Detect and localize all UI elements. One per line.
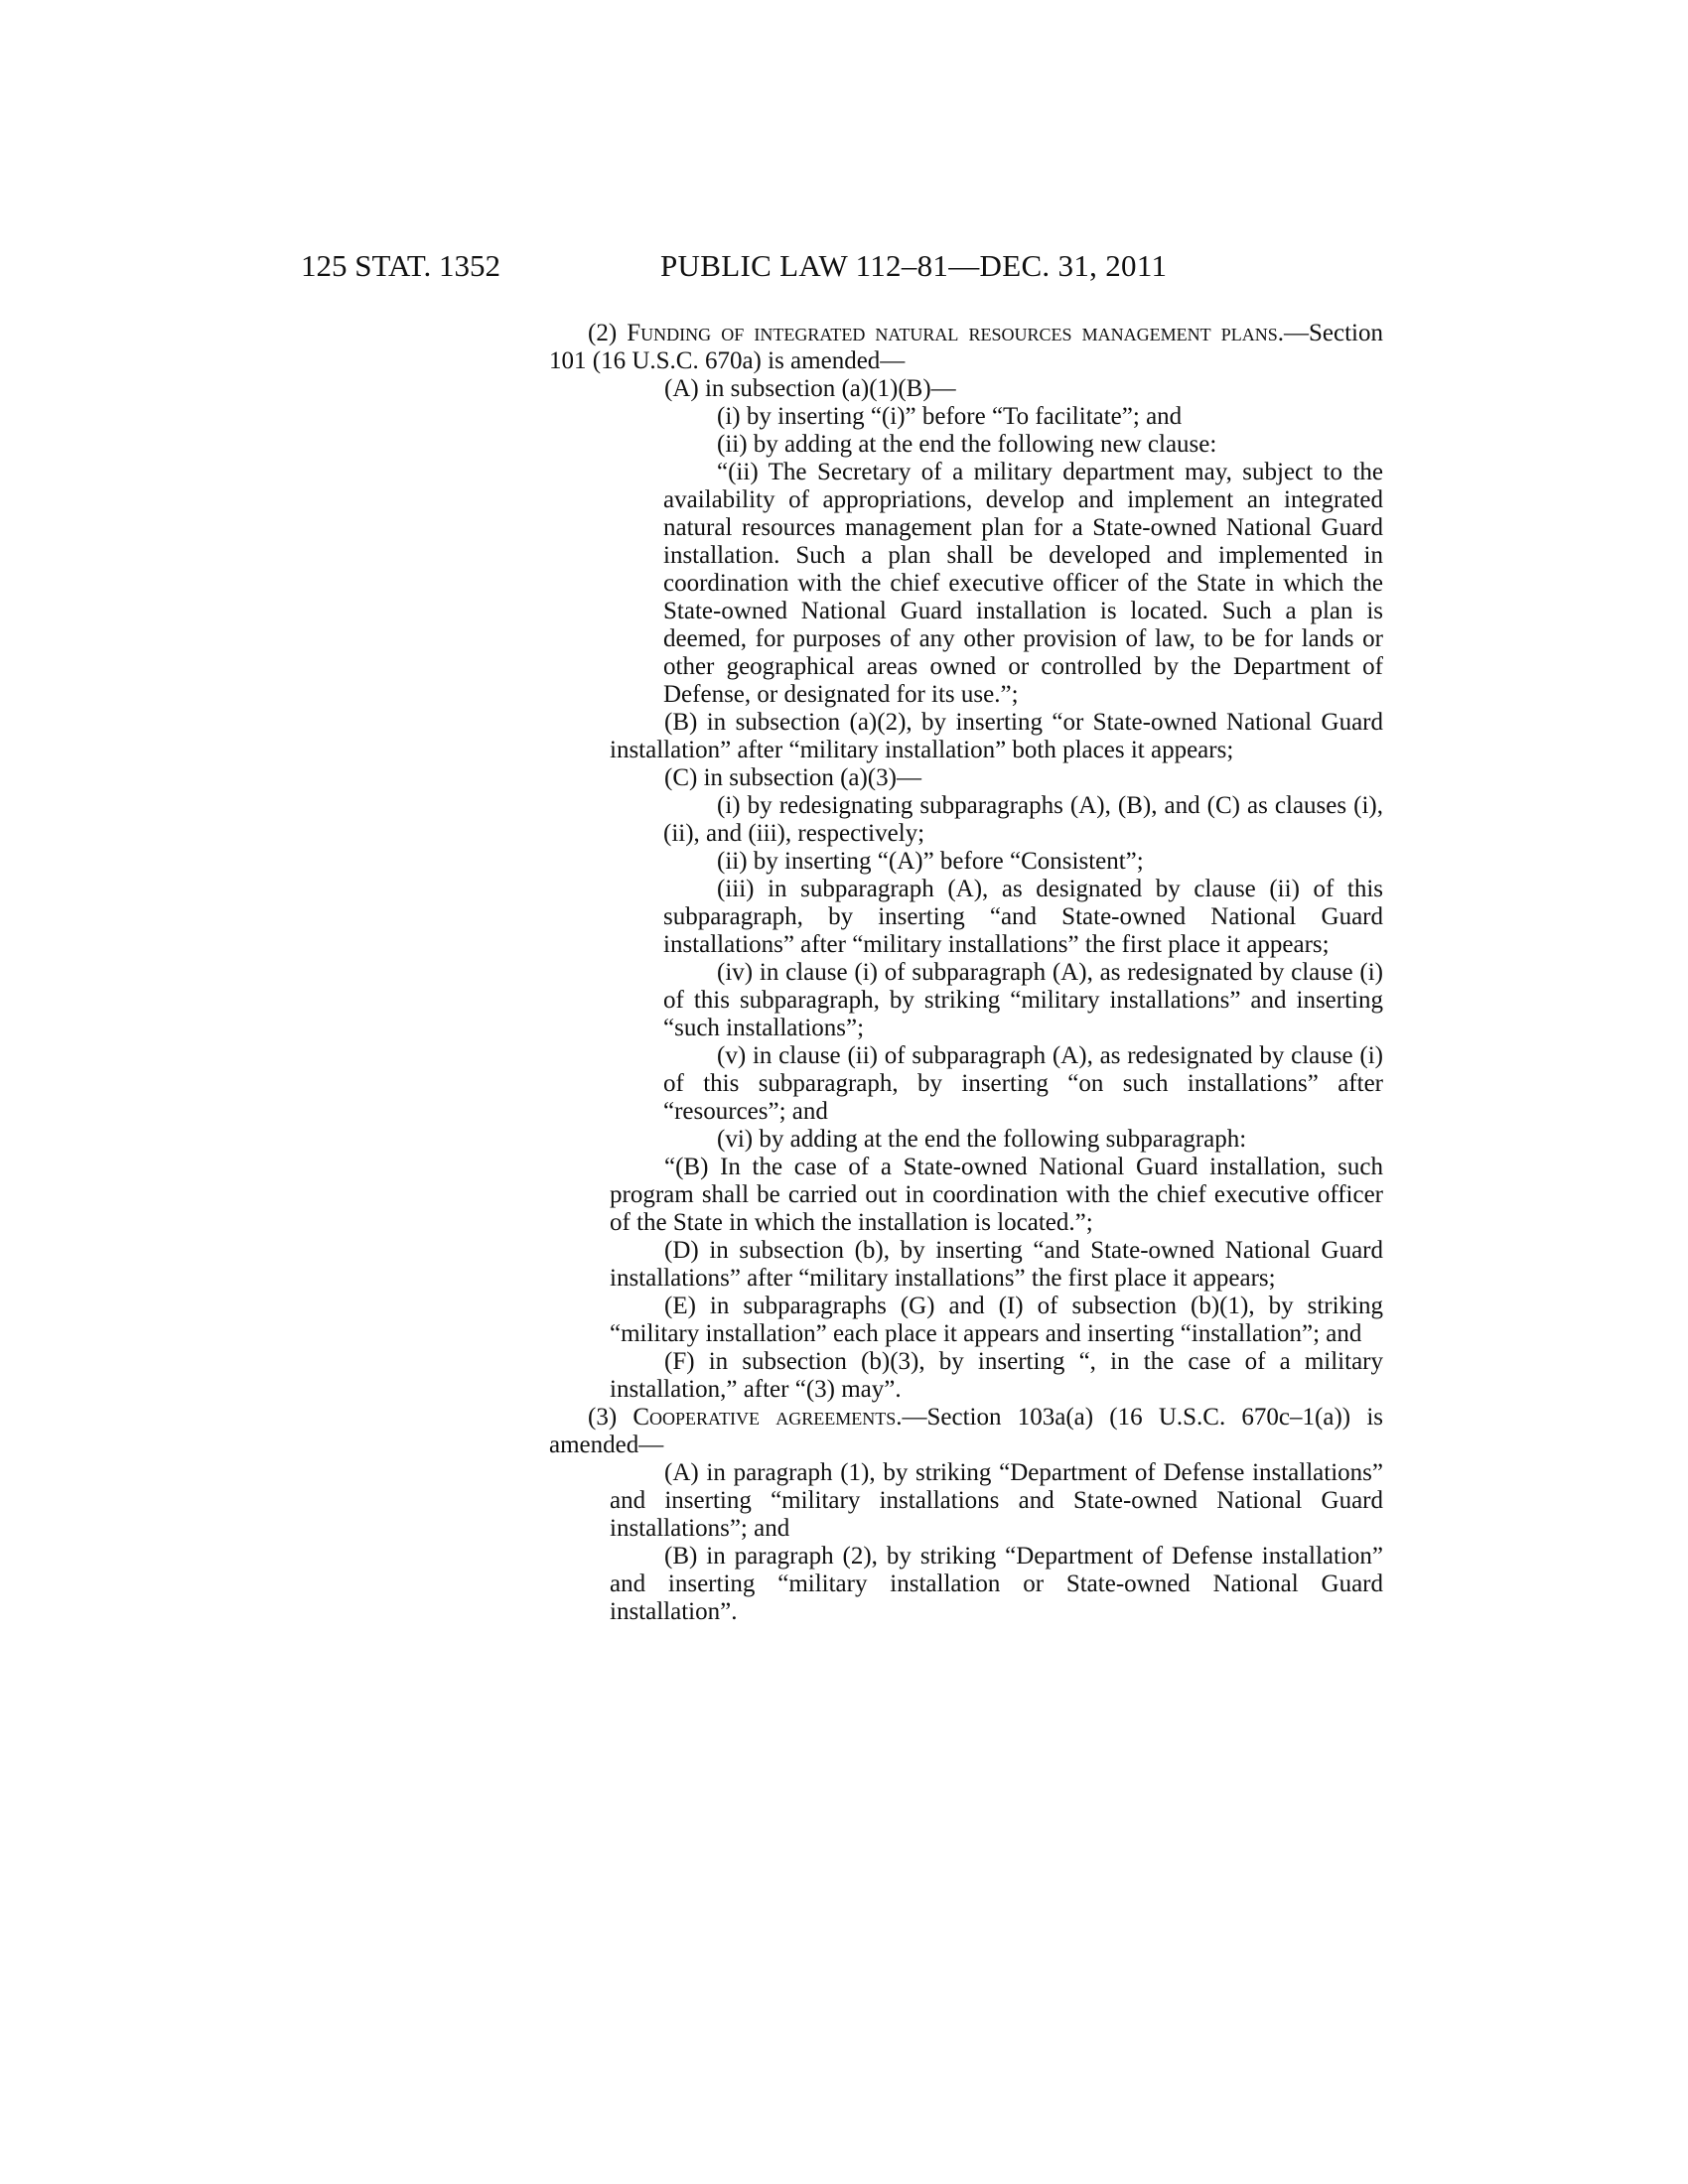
statute-page-reference: 125 STAT. 1352 (301, 248, 501, 283)
quoted-subparagraph-b: “(B) In the case of a State-owned National Guard installation, such program shall be carried out in coordination with the chief executive officer of the State in which the installation is located.”; (610, 1154, 1383, 1236)
paragraph-heading: Funding of integrated natural resources management plans. (627, 320, 1284, 346)
clause-iv: (iv) in clause (i) of subparagraph (A), as redesignated by clause (i) of this subparagraph, by striking “military installations” and inserting “such installations”; (663, 959, 1383, 1041)
subparagraph-e: (E) in subparagraphs (G) and (I) of subsection (b)(1), by striking “military installation” each place it appears and inserting “installation”; and (610, 1293, 1383, 1347)
paragraph-number: (2) (588, 320, 628, 346)
subparagraph-a: (A) in paragraph (1), by striking “Department of Defense installations” and inserting “military installations and State-owned National Guard installations”; and (610, 1459, 1383, 1542)
paragraph-3-heading (549, 1404, 1383, 1459)
quoted-clause-ii: “(ii) The Secretary of a military department may, subject to the availability of appropriations, develop and implement an integrated natural resources management plan for a State-owned National Guard installation. Such a plan shall be developed and implemented in coordination with the chief executive officer of the State in which the State-owned National Guard installation is located. Such a plan is deemed, for purposes of any other provision of law, to be for lands or other geographical areas owned or controlled by the Department of Defense, or designated for its use.”; (663, 459, 1383, 708)
clause-i: (i) by inserting “(i)” before “To facilitate”; and (717, 403, 1183, 430)
clause-ii: (ii) by inserting “(A)” before “Consistent”; (717, 848, 1144, 875)
clause-ii: (ii) by adding at the end the following new clause: (717, 431, 1217, 458)
paragraph-number: (3) (588, 1404, 633, 1431)
paragraph-text: —Section 103a(a) (16 U.S.C. 670c–1(a)) is amended— (549, 1404, 1383, 1458)
page-header (301, 246, 1393, 286)
subparagraph-c: (C) in subsection (a)(3)— (664, 764, 921, 791)
public-law-title: PUBLIC LAW 112–81—DEC. 31, 2011 (660, 248, 1168, 283)
clause-vi: (vi) by adding at the end the following subparagraph: (717, 1126, 1247, 1153)
clause-v: (v) in clause (ii) of subparagraph (A), as redesignated by clause (i) of this subparagraph, by inserting “on such installations” after “resources”; and (663, 1042, 1383, 1125)
subparagraph-a: (A) in subsection (a)(1)(B)— (664, 375, 956, 402)
subparagraph-b: (B) in subsection (a)(2), by inserting “or State-owned National Guard installation” after “military installation” both places it appears; (610, 709, 1383, 763)
subparagraph-d: (D) in subsection (b), by inserting “and State-owned National Guard installations” after “military installations” the first place it appears; (610, 1237, 1383, 1292)
document-body (549, 320, 1383, 1626)
paragraph-2-heading (549, 320, 1383, 375)
clause-i: (i) by redesignating subparagraphs (A), (B), and (C) as clauses (i), (ii), and (iii), respectively; (663, 792, 1383, 847)
paragraph-heading: Cooperative agreements. (633, 1404, 903, 1431)
subparagraph-f: (F) in subsection (b)(3), by inserting “, in the case of a military installation,” after “(3) may”. (610, 1348, 1383, 1403)
paragraph-text: —Section 101 (16 U.S.C. 670a) is amended— (549, 320, 1383, 374)
clause-iii: (iii) in subparagraph (A), as designated by clause (ii) of this subparagraph, by inserting “and State-owned National Guard installations” after “military installations” the first place it appears; (663, 876, 1383, 958)
subparagraph-b: (B) in paragraph (2), by striking “Department of Defense installation” and inserting “military installation or State-owned National Guard installation”. (610, 1543, 1383, 1625)
